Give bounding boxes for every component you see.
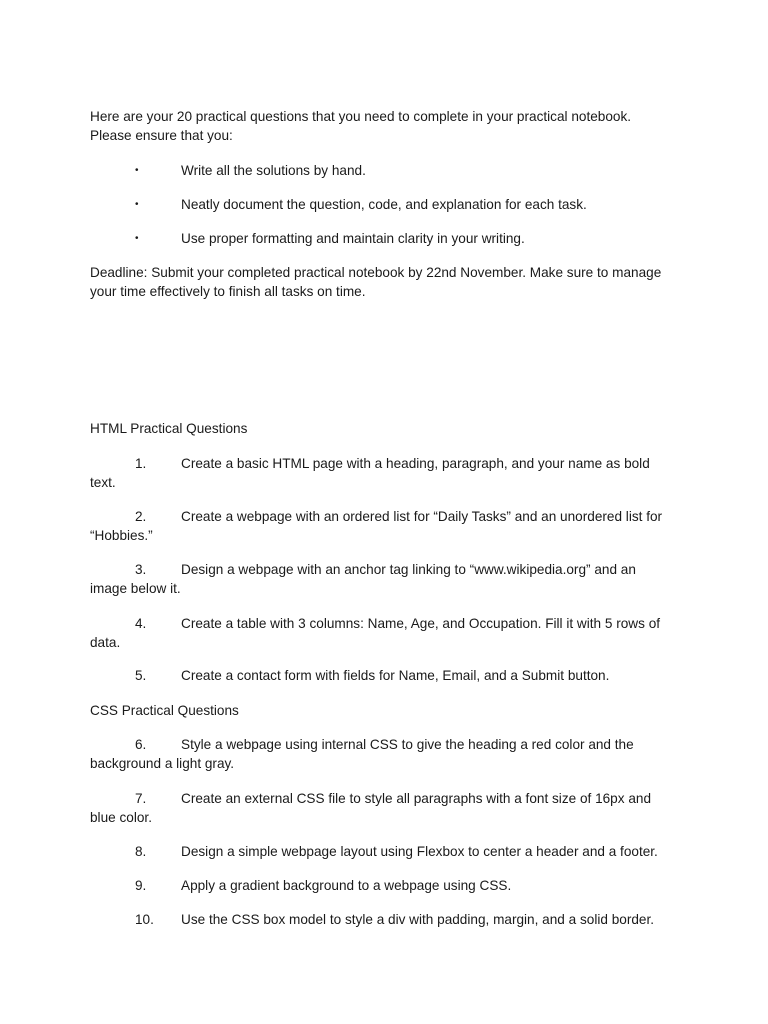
question-text-continued: image below it. xyxy=(90,581,181,596)
question-text: Create a table with 3 columns: Name, Age, and Occupation. Fill it with 5 rows of xyxy=(181,616,661,631)
question-number: 2. xyxy=(135,509,147,524)
question-text: Create a contact form with fields for Name, Email, and a Submit button. xyxy=(181,668,610,683)
deadline-line-2: your time effectively to finish all tasks on time. xyxy=(90,284,366,299)
deadline-paragraph xyxy=(90,263,680,301)
intro-line-2: Please ensure that you: xyxy=(90,128,233,143)
question-number: 8. xyxy=(135,844,147,859)
bullet-marker: • xyxy=(135,233,139,244)
question-number: 3. xyxy=(135,562,147,577)
deadline-line-1: Deadline: Submit your completed practical notebook by 22nd November. Make sure to manage xyxy=(90,265,662,280)
bullet-marker: • xyxy=(135,165,139,176)
intro-line-1: Here are your 20 practical questions that you need to complete in your practical notebook. xyxy=(90,109,632,124)
question-number: 7. xyxy=(135,791,147,806)
question-text: Create a basic HTML page with a heading, paragraph, and your name as bold xyxy=(181,456,650,471)
bullet-text: Use proper formatting and maintain clarity in your writing. xyxy=(181,231,525,246)
section-heading-css: CSS Practical Questions xyxy=(90,703,239,718)
question-text: Style a webpage using internal CSS to give the heading a red color and the xyxy=(181,737,634,752)
question-text: Create a webpage with an ordered list for “Daily Tasks” and an unordered list for xyxy=(181,509,663,524)
section-heading-html: HTML Practical Questions xyxy=(90,421,248,436)
question-text: Design a webpage with an anchor tag linking to “www.wikipedia.org” and an xyxy=(181,562,636,577)
question-text-continued: data. xyxy=(90,635,121,650)
question-text-continued: blue color. xyxy=(90,810,152,825)
question-text-continued: background a light gray. xyxy=(90,756,235,771)
question-text-continued: “Hobbies.” xyxy=(90,528,153,543)
question-text: Create an external CSS file to style all paragraphs with a font size of 16px and xyxy=(181,791,651,806)
question-text: Apply a gradient background to a webpage using CSS. xyxy=(181,878,512,893)
question-text-continued: text. xyxy=(90,475,116,490)
question-number: 9. xyxy=(135,878,147,893)
bullet-text: Neatly document the question, code, and explanation for each task. xyxy=(181,197,587,212)
question-number: 6. xyxy=(135,737,147,752)
bullet-marker: • xyxy=(135,199,139,210)
question-number: 1. xyxy=(135,456,147,471)
intro-paragraph xyxy=(90,107,680,145)
question-number: 4. xyxy=(135,616,147,631)
question-text: Use the CSS box model to style a div with padding, margin, and a solid border. xyxy=(181,912,655,927)
question-text: Design a simple webpage layout using Flexbox to center a header and a footer. xyxy=(181,844,658,859)
question-number: 10. xyxy=(135,912,154,927)
bullet-text: Write all the solutions by hand. xyxy=(181,163,366,178)
question-number: 5. xyxy=(135,668,147,683)
